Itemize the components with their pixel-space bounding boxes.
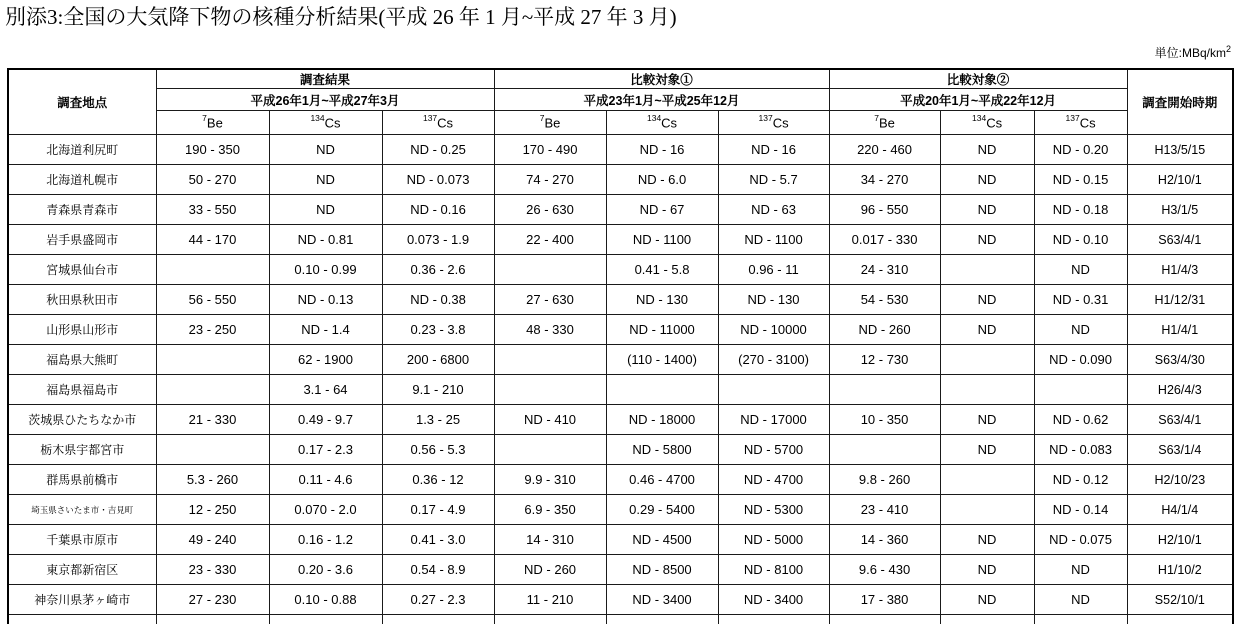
value-cell: ND [1034, 555, 1127, 585]
value-cell [606, 375, 718, 405]
value-cell: 0.54 - 8.9 [382, 555, 494, 585]
start-cell [1127, 615, 1233, 624]
value-cell: 26 - 630 [494, 195, 606, 225]
header-start-date: 調査開始時期 [1127, 69, 1233, 135]
value-cell: ND - 0.14 [1034, 495, 1127, 525]
value-cell: ND [940, 165, 1034, 195]
isotope-mass-number: 137 [758, 113, 773, 124]
value-cell: ND - 1100 [718, 225, 829, 255]
value-cell [829, 615, 940, 624]
value-cell: ND [940, 585, 1034, 615]
table-header [8, 69, 1233, 135]
value-cell [156, 255, 269, 285]
value-cell: 10 - 350 [829, 405, 940, 435]
start-cell: S63/4/30 [1127, 345, 1233, 375]
value-cell [156, 615, 269, 624]
location-cell: 茨城県ひたちなか市 [8, 405, 156, 435]
value-cell: ND [269, 135, 382, 165]
value-cell [940, 375, 1034, 405]
table-row [8, 135, 1233, 165]
value-cell: ND [940, 135, 1034, 165]
value-cell: ND - 0.38 [382, 285, 494, 315]
value-cell: 6.9 - 350 [494, 495, 606, 525]
header-group-row [8, 69, 1233, 89]
value-cell: ND [269, 165, 382, 195]
value-cell [156, 375, 269, 405]
table-row [8, 435, 1233, 465]
location-cell: 福島県大熊町 [8, 345, 156, 375]
value-cell: ND [940, 315, 1034, 345]
value-cell: 62 - 1900 [269, 345, 382, 375]
location-cell: 岩手県盛岡市 [8, 225, 156, 255]
value-cell: 54 - 530 [829, 285, 940, 315]
table-row [8, 405, 1233, 435]
value-cell: ND [940, 435, 1034, 465]
value-cell: 1.3 - 25 [382, 405, 494, 435]
value-cell: 3.1 - 64 [269, 375, 382, 405]
isotope-symbol: Cs [324, 115, 341, 131]
start-cell: H1/12/31 [1127, 285, 1233, 315]
unit-superscript: 2 [1225, 44, 1231, 54]
isotope-symbol: Be [878, 115, 895, 131]
location-cell: 埼玉県さいたま市・吉見町 [8, 495, 156, 525]
value-cell: 12 - 730 [829, 345, 940, 375]
header-location: 調査地点 [8, 69, 156, 135]
value-cell: 27 - 230 [156, 585, 269, 615]
value-cell: ND - 5.7 [718, 165, 829, 195]
table-row [8, 225, 1233, 255]
location-cell: 宮城県仙台市 [8, 255, 156, 285]
location-cell: 山形県山形市 [8, 315, 156, 345]
value-cell: 0.16 - 1.2 [269, 525, 382, 555]
isotope-symbol: Cs [986, 115, 1003, 131]
location-cell: 秋田県秋田市 [8, 285, 156, 315]
value-cell: 9.8 - 260 [829, 465, 940, 495]
value-cell: 24 - 310 [829, 255, 940, 285]
value-cell: ND - 16 [718, 135, 829, 165]
start-cell: H1/10/2 [1127, 555, 1233, 585]
value-cell: 0.49 - 9.7 [269, 405, 382, 435]
header-isotope-row [8, 111, 1233, 135]
value-cell: ND - 4500 [606, 525, 718, 555]
start-cell: S63/4/1 [1127, 405, 1233, 435]
value-cell: ND - 6.0 [606, 165, 718, 195]
value-cell: ND - 3400 [606, 585, 718, 615]
location-cell [8, 615, 156, 624]
header-isotope-cs134 [606, 111, 718, 135]
start-cell: H1/4/3 [1127, 255, 1233, 285]
value-cell: ND [1034, 255, 1127, 285]
value-cell: 220 - 460 [829, 135, 940, 165]
header-isotope-cs134 [940, 111, 1034, 135]
value-cell [718, 375, 829, 405]
value-cell: 27 - 630 [494, 285, 606, 315]
value-cell: ND - 0.16 [382, 195, 494, 225]
value-cell: 11 - 210 [494, 585, 606, 615]
header-group-comparison2: 比較対象② [829, 69, 1127, 89]
page-title: 別添3:全国の大気降下物の核種分析結果(平成 26 年 1 月~平成 27 年 3 月) [5, 5, 677, 29]
isotope-symbol: Be [544, 115, 561, 131]
value-cell: 0.56 - 5.3 [382, 435, 494, 465]
value-cell [940, 465, 1034, 495]
value-cell: ND - 0.073 [382, 165, 494, 195]
value-cell: ND - 17000 [718, 405, 829, 435]
value-cell: ND - 8500 [606, 555, 718, 585]
value-cell [718, 615, 829, 624]
table-row [8, 195, 1233, 225]
value-cell: ND - 0.13 [269, 285, 382, 315]
value-cell: 0.36 - 2.6 [382, 255, 494, 285]
value-cell [606, 615, 718, 624]
isotope-mass-number: 134 [310, 113, 325, 124]
value-cell: 9.9 - 310 [494, 465, 606, 495]
value-cell: 23 - 330 [156, 555, 269, 585]
location-cell: 北海道札幌市 [8, 165, 156, 195]
start-cell: S52/10/1 [1127, 585, 1233, 615]
value-cell [1034, 615, 1127, 624]
value-cell: ND - 18000 [606, 405, 718, 435]
value-cell: 14 - 310 [494, 525, 606, 555]
table-row [8, 375, 1233, 405]
start-cell: H3/1/5 [1127, 195, 1233, 225]
location-cell: 神奈川県茅ヶ崎市 [8, 585, 156, 615]
start-cell: S63/4/1 [1127, 225, 1233, 255]
table-body [8, 135, 1233, 624]
unit-text: 単位:MBq/km [1154, 46, 1226, 60]
table-row [8, 525, 1233, 555]
value-cell: ND - 260 [494, 555, 606, 585]
value-cell: 21 - 330 [156, 405, 269, 435]
table-row [8, 465, 1233, 495]
location-cell: 北海道利尻町 [8, 135, 156, 165]
location-cell: 栃木県宇都宮市 [8, 435, 156, 465]
value-cell: 44 - 170 [156, 225, 269, 255]
value-cell: 0.41 - 3.0 [382, 525, 494, 555]
value-cell: 0.10 - 0.99 [269, 255, 382, 285]
value-cell [382, 615, 494, 624]
value-cell: 0.17 - 4.9 [382, 495, 494, 525]
value-cell: 34 - 270 [829, 165, 940, 195]
value-cell [156, 435, 269, 465]
header-period-comparison2: 平成20年1月~平成22年12月 [829, 89, 1127, 111]
value-cell: ND - 0.10 [1034, 225, 1127, 255]
value-cell: ND - 0.15 [1034, 165, 1127, 195]
header-period-comparison1: 平成23年1月~平成25年12月 [494, 89, 829, 111]
value-cell: 0.17 - 2.3 [269, 435, 382, 465]
value-cell: ND [1034, 585, 1127, 615]
value-cell: 0.073 - 1.9 [382, 225, 494, 255]
value-cell: ND [269, 195, 382, 225]
value-cell: 0.96 - 11 [718, 255, 829, 285]
location-cell: 群馬県前橋市 [8, 465, 156, 495]
value-cell: ND - 0.62 [1034, 405, 1127, 435]
value-cell: 12 - 250 [156, 495, 269, 525]
isotope-symbol: Cs [437, 115, 454, 131]
value-cell: 0.070 - 2.0 [269, 495, 382, 525]
value-cell: ND [1034, 315, 1127, 345]
value-cell [269, 615, 382, 624]
value-cell [829, 375, 940, 405]
value-cell: ND [940, 525, 1034, 555]
value-cell: 14 - 360 [829, 525, 940, 555]
value-cell: 9.6 - 430 [829, 555, 940, 585]
value-cell: ND - 260 [829, 315, 940, 345]
table-row [8, 345, 1233, 375]
table-row [8, 495, 1233, 525]
value-cell: 0.11 - 4.6 [269, 465, 382, 495]
header-isotope-cs134 [269, 111, 382, 135]
isotope-symbol: Cs [661, 115, 678, 131]
value-cell: (110 - 1400) [606, 345, 718, 375]
header-period-row [8, 89, 1233, 111]
value-cell: 0.29 - 5400 [606, 495, 718, 525]
value-cell: 23 - 250 [156, 315, 269, 345]
unit-label [1155, 44, 1231, 61]
value-cell [156, 345, 269, 375]
header-isotope-be7 [156, 111, 269, 135]
value-cell: ND [940, 225, 1034, 255]
start-cell: H1/4/1 [1127, 315, 1233, 345]
isotope-mass-number: 134 [972, 113, 987, 124]
start-cell: H13/5/15 [1127, 135, 1233, 165]
value-cell: 190 - 350 [156, 135, 269, 165]
table-row [8, 165, 1233, 195]
table-row [8, 285, 1233, 315]
value-cell: ND - 0.090 [1034, 345, 1127, 375]
header-isotope-cs137 [718, 111, 829, 135]
value-cell: ND - 0.25 [382, 135, 494, 165]
value-cell: ND - 0.12 [1034, 465, 1127, 495]
value-cell: 33 - 550 [156, 195, 269, 225]
value-cell: ND - 8100 [718, 555, 829, 585]
value-cell: ND - 130 [606, 285, 718, 315]
isotope-symbol: Be [206, 115, 223, 131]
value-cell: 0.36 - 12 [382, 465, 494, 495]
isotope-symbol: Cs [1079, 115, 1096, 131]
value-cell [1034, 375, 1127, 405]
value-cell: 56 - 550 [156, 285, 269, 315]
value-cell: ND - 11000 [606, 315, 718, 345]
value-cell: 96 - 550 [829, 195, 940, 225]
header-group-comparison1: 比較対象① [494, 69, 829, 89]
value-cell [494, 345, 606, 375]
value-cell: 170 - 490 [494, 135, 606, 165]
value-cell: ND - 1100 [606, 225, 718, 255]
location-cell: 千葉県市原市 [8, 525, 156, 555]
value-cell: ND - 67 [606, 195, 718, 225]
value-cell: 0.46 - 4700 [606, 465, 718, 495]
start-cell: H4/1/4 [1127, 495, 1233, 525]
value-cell: 0.017 - 330 [829, 225, 940, 255]
value-cell: ND [940, 285, 1034, 315]
value-cell: 200 - 6800 [382, 345, 494, 375]
header-isotope-be7 [829, 111, 940, 135]
start-cell: S63/1/4 [1127, 435, 1233, 465]
value-cell: 50 - 270 [156, 165, 269, 195]
value-cell: ND [940, 405, 1034, 435]
isotope-mass-number: 7 [874, 113, 879, 124]
value-cell: ND - 130 [718, 285, 829, 315]
table-row-partial [8, 615, 1233, 624]
value-cell [829, 435, 940, 465]
value-cell: ND - 10000 [718, 315, 829, 345]
isotope-mass-number: 7 [202, 113, 207, 124]
value-cell: ND [940, 195, 1034, 225]
value-cell: ND - 0.31 [1034, 285, 1127, 315]
value-cell [494, 375, 606, 405]
value-cell: 74 - 270 [494, 165, 606, 195]
value-cell: 22 - 400 [494, 225, 606, 255]
location-cell: 東京都新宿区 [8, 555, 156, 585]
header-isotope-be7 [494, 111, 606, 135]
table-row [8, 255, 1233, 285]
fallout-results-table [7, 68, 1234, 624]
value-cell [940, 345, 1034, 375]
value-cell: 23 - 410 [829, 495, 940, 525]
value-cell: 48 - 330 [494, 315, 606, 345]
value-cell: ND - 0.20 [1034, 135, 1127, 165]
value-cell: ND - 16 [606, 135, 718, 165]
value-cell: 0.20 - 3.6 [269, 555, 382, 585]
start-cell: H2/10/23 [1127, 465, 1233, 495]
value-cell: ND - 3400 [718, 585, 829, 615]
value-cell: ND - 5700 [718, 435, 829, 465]
value-cell [940, 615, 1034, 624]
value-cell: 0.23 - 3.8 [382, 315, 494, 345]
value-cell: ND - 5000 [718, 525, 829, 555]
header-isotope-cs137 [382, 111, 494, 135]
table-row [8, 315, 1233, 345]
header-isotope-cs137 [1034, 111, 1127, 135]
value-cell [494, 615, 606, 624]
value-cell: 0.10 - 0.88 [269, 585, 382, 615]
value-cell: ND - 63 [718, 195, 829, 225]
value-cell: 5.3 - 260 [156, 465, 269, 495]
table-row [8, 555, 1233, 585]
start-cell: H2/10/1 [1127, 525, 1233, 555]
value-cell [940, 255, 1034, 285]
value-cell: ND [940, 555, 1034, 585]
start-cell: H2/10/1 [1127, 165, 1233, 195]
value-cell: ND - 5800 [606, 435, 718, 465]
isotope-mass-number: 137 [422, 113, 438, 124]
value-cell: 9.1 - 210 [382, 375, 494, 405]
value-cell [494, 255, 606, 285]
value-cell: ND - 0.18 [1034, 195, 1127, 225]
table-row [8, 585, 1233, 615]
value-cell: ND - 4700 [718, 465, 829, 495]
location-cell: 青森県青森市 [8, 195, 156, 225]
value-cell: ND - 5300 [718, 495, 829, 525]
value-cell: ND - 410 [494, 405, 606, 435]
isotope-mass-number: 7 [539, 113, 545, 124]
value-cell: 0.41 - 5.8 [606, 255, 718, 285]
header-group-survey: 調査結果 [156, 69, 494, 89]
location-cell: 福島県福島市 [8, 375, 156, 405]
value-cell: 0.27 - 2.3 [382, 585, 494, 615]
value-cell: ND - 1.4 [269, 315, 382, 345]
isotope-symbol: Cs [772, 115, 789, 131]
value-cell [494, 435, 606, 465]
value-cell: ND - 0.075 [1034, 525, 1127, 555]
value-cell: (270 - 3100) [718, 345, 829, 375]
isotope-mass-number: 134 [646, 113, 662, 124]
value-cell: 49 - 240 [156, 525, 269, 555]
value-cell: ND - 0.81 [269, 225, 382, 255]
value-cell: 17 - 380 [829, 585, 940, 615]
header-period-survey: 平成26年1月~平成27年3月 [156, 89, 494, 111]
value-cell [940, 495, 1034, 525]
isotope-mass-number: 137 [1065, 113, 1080, 124]
start-cell: H26/4/3 [1127, 375, 1233, 405]
value-cell: ND - 0.083 [1034, 435, 1127, 465]
